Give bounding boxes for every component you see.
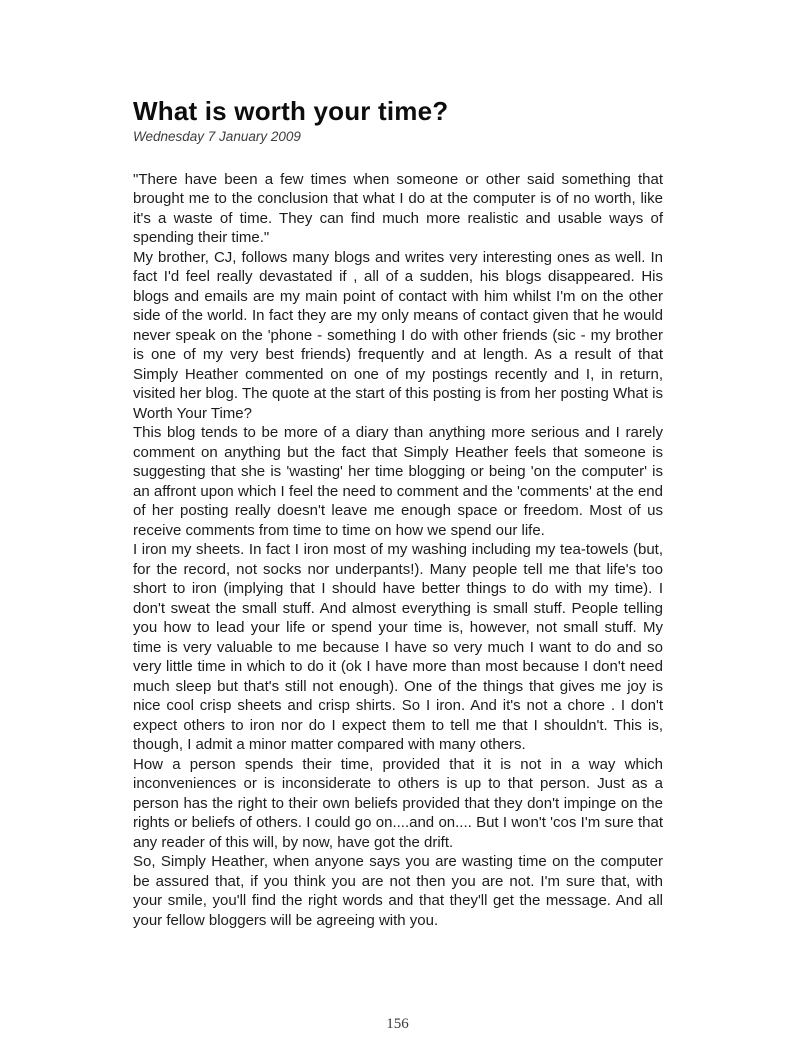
paragraph-ironing: I iron my sheets. In fact I iron most of my washing including my tea-towels (but, for the record, not socks nor underpants!). Many people tell me that life's too short to iron (implying that I should have better things to do with my time). I don't sweat the small stuff. And almost everything is small stuff. People telling you how to lead your life or spend your time is, however, not small stuff. My time is very valuable to me because I have so very much I want to do and so very little time in which to do it (ok I have more than most because I don't need much sleep but that's still not enough). One of the things that gives me joy is nice cool crisp sheets and crisp shirts. So I iron. And it's not a chore . I don't expect others to iron nor do I expect them to tell me that I shouldn't. This is, though, I admit a minor matter compared with many others. — [133, 541, 663, 754]
article-body — [133, 170, 663, 931]
paragraph-spending-time: How a person spends their time, provided that it is not in a way which inconveniences or is inconsiderate to others is up to that person. Just as a person has the right to their own beliefs provided that they don't impinge on the rights or beliefs of others. I could go on....and on.... But I won't 'cos I'm sure that any reader of this will, by now, have got the drift. — [133, 755, 663, 851]
paragraph-brother: My brother, CJ, follows many blogs and writes very interesting ones as well. In fact I'd feel really devastated if , all of a sudden, his blogs disappeared. His blogs and emails are my main point of contact with him whilst I'm on the other side of the world. In fact they are my only means of contact given that he would never speak on the 'phone - something I do with other friends (sic - my brother is one of my very best friends) frequently and at length. As a result of that Simply Heather commented on one of my postings recently and I, in return, visited her blog. The quote at the start of this posting is from her posting What is Worth Your Time? — [133, 248, 663, 422]
post-content — [133, 97, 663, 930]
paragraph-closing: So, Simply Heather, when anyone says you are wasting time on the computer be assured that, if you think you are not then you are not. I'm sure that, with your smile, you'll find the right words and that they'll get the message. And all your fellow bloggers will be agreeing with you. — [133, 853, 663, 929]
page-title: What is worth your time? — [133, 96, 449, 126]
paragraph-blog-diary: This blog tends to be more of a diary than anything more serious and I rarely comment on anything but the fact that Simply Heather feels that someone is suggesting that she is 'wasting' her time blogging or being 'on the computer' is an affront upon which I feel the need to comment and the 'comments' at the end of her posting really doesn't leave me enough space or freedom. Most of us receive comments from time to time on how we spend our life. — [133, 424, 663, 539]
post-date: Wednesday 7 January 2009 — [133, 128, 301, 144]
paragraph-quote: "There have been a few times when someone or other said something that brought me to the conclusion that what I do at the computer is of no worth, like it's a waste of time. They can find much more realistic and usable ways of spending their time." — [133, 170, 663, 247]
page-number: 156 — [386, 1016, 409, 1032]
